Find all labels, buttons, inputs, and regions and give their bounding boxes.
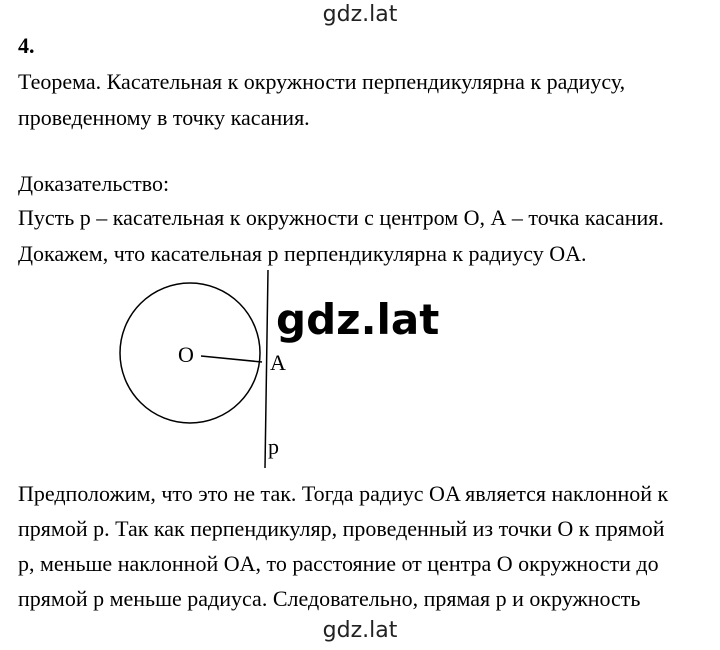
geometry-diagram: [110, 266, 470, 476]
watermark-top: gdz.lat: [322, 2, 398, 27]
theorem-line-2: проведенному в точку касания.: [18, 105, 310, 130]
continuation-line-1: Предположим, что это не так. Тогда радиус OA является наклонной к: [18, 481, 669, 506]
continuation-line-4: прямой p меньше радиуса. Следовательно, прямая p и окружность: [18, 586, 641, 611]
line-p-label: p: [268, 434, 279, 459]
center-label: O: [178, 342, 194, 367]
figure-watermark: gdz.lat: [276, 295, 440, 344]
task-number: 4.: [18, 33, 35, 58]
continuation-line-2: прямой p. Так как перпендикуляр, проведенный из точки O к прямой: [18, 516, 665, 541]
point-a-label: A: [270, 350, 286, 375]
continuation-line-3: p, меньше наклонной OA, то расстояние от центра O окружности до: [18, 551, 659, 576]
proof-line-1: Пусть p – касательная к окружности с центром О, А – точка касания.: [18, 205, 664, 230]
radius-oa: [201, 356, 262, 362]
theorem-line-1: Теорема. Касательная к окружности перпендикулярна к радиусу,: [18, 69, 626, 94]
watermark-bottom: gdz.lat: [322, 618, 398, 643]
proof-heading: Доказательство:: [18, 171, 170, 196]
tangent-figure: [110, 266, 470, 476]
proof-line-2: Докажем, что касательная p перпендикулярна к радиусу OA.: [18, 241, 587, 266]
